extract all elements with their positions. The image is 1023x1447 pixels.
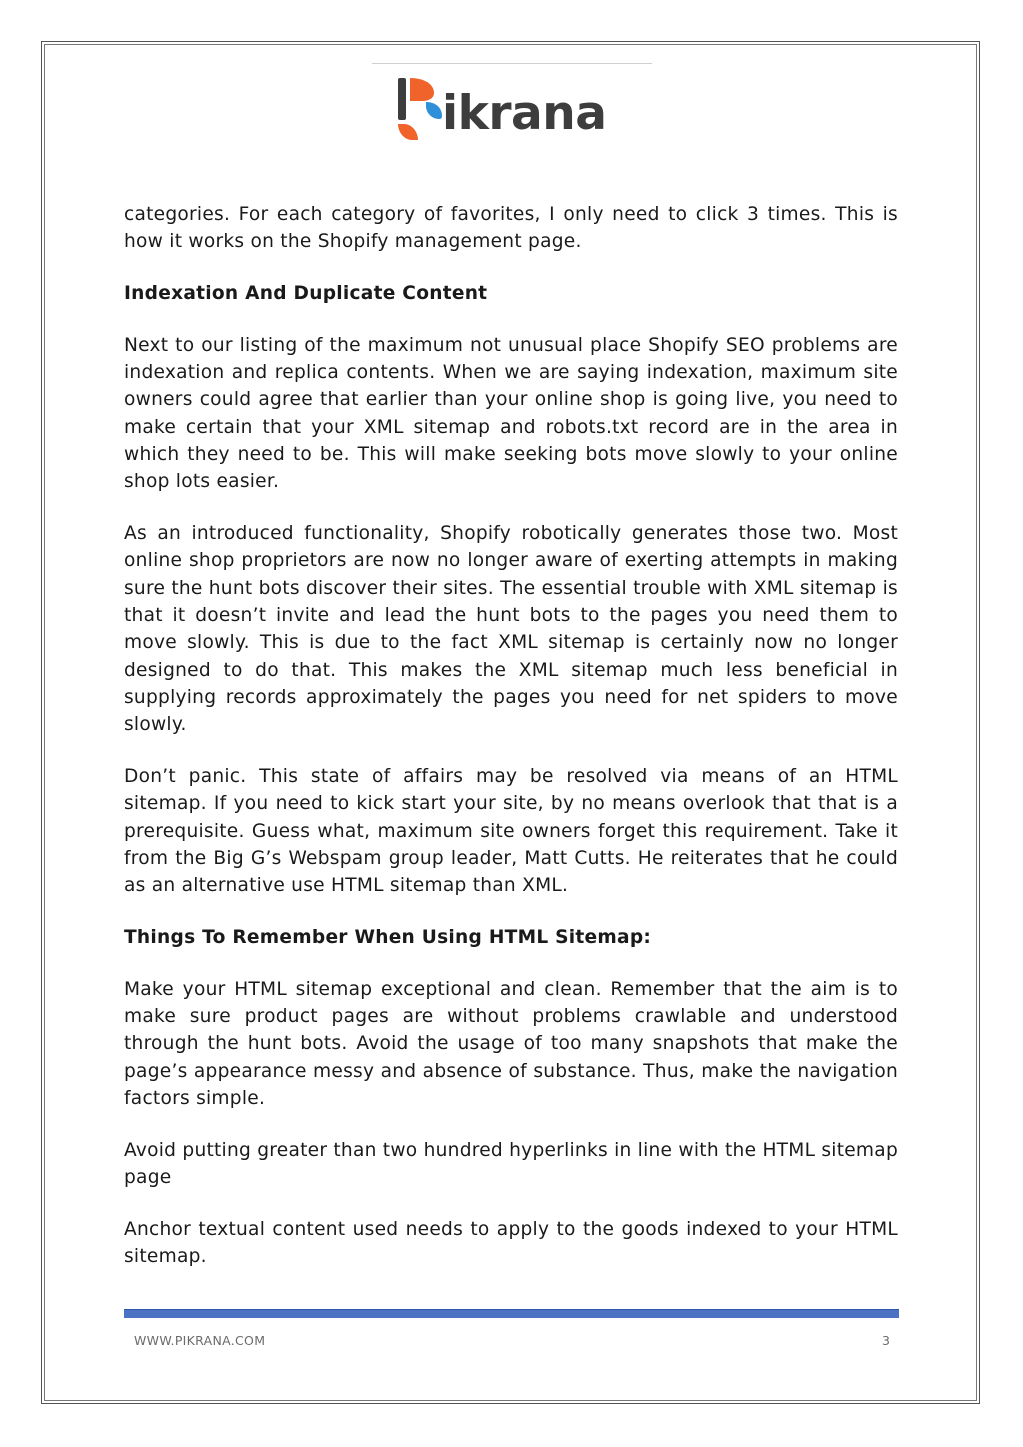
header-rule	[372, 63, 652, 64]
section-heading: Things To Remember When Using HTML Sitemap:	[124, 927, 652, 949]
paragraph: As an introduced functionality, Shopify robotically generates those two. Most online shop proprietors are now no longer aware of exerting attempts in making sure the hunt bots discover their sites. The essential trouble with XML sitemap is that it doesn’t invite and lead the hunt bots to the pages you need them to move slowly. This is due to the fact XML sitemap is certainly now no longer designed to do that. This makes the XML sitemap much less beneficial in supplying records approximately the pages you need for net spiders to move slowly.	[124, 523, 898, 736]
paragraph: categories. For each category of favorites, I only need to click 3 times. This is how it works on the Shopify management page.	[124, 204, 898, 253]
footer-website: WWW.PIKRANA.COM	[134, 1333, 266, 1348]
paragraph: Avoid putting greater than two hundred hyperlinks in line with the HTML sitemap page	[124, 1139, 898, 1189]
pikrana-logo-icon	[396, 76, 446, 144]
section-heading: Indexation And Duplicate Content	[124, 283, 488, 305]
document-body	[124, 201, 898, 1295]
paragraph: Anchor textual content used needs to apply to the goods indexed to your HTML sitemap.	[124, 1218, 898, 1268]
pikrana-logo	[396, 74, 636, 146]
logo-wordmark: ikrana	[442, 85, 607, 141]
page-number: 3	[882, 1333, 890, 1348]
paragraph: Don’t panic. This state of affairs may be resolved via means of an HTML sitemap. If you need to kick start your site, by no means overlook that that is a prerequisite. Guess what, maximum site owners forget this requirement. Take it from the Big G’s Webspam group leader, Matt Cutts. He reiterates that he could as an alternative use HTML sitemap than XML.	[124, 766, 898, 897]
paragraph: Next to our listing of the maximum not unusual place Shopify SEO problems are indexation and replica contents. When we are saying indexation, maximum site owners could agree that earlier than your online shop is going live, you need to make certain that your XML sitemap and robots.txt record are in the area in which they need to be. This will make seeking bots move slowly to your online shop lots easier.	[124, 334, 898, 493]
footer-bar	[124, 1309, 899, 1318]
paragraph: Make your HTML sitemap exceptional and clean. Remember that the aim is to make sure product pages are without problems crawlable and understood through the hunt bots. Avoid the usage of too many snapshots that make the page’s appearance messy and absence of substance. Thus, make the navigation factors simple.	[124, 978, 898, 1110]
